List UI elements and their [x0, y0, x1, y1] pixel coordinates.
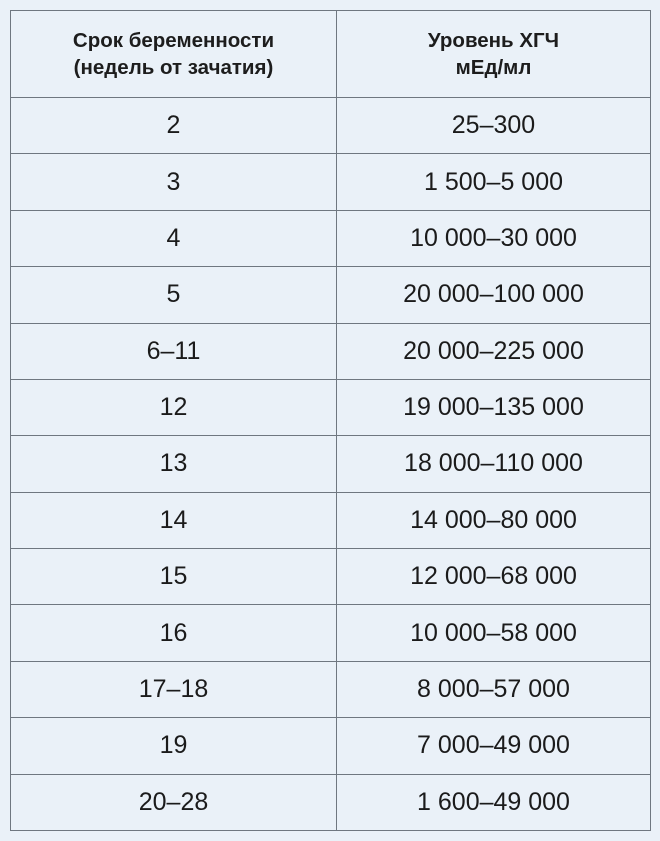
- header-level: [337, 11, 651, 98]
- table-row: [11, 492, 651, 548]
- cell-hcg: 25–300: [337, 98, 651, 154]
- hcg-table-container: [10, 10, 650, 831]
- header-row: [11, 11, 651, 98]
- cell-weeks: 6–11: [11, 323, 337, 379]
- cell-hcg: 8 000–57 000: [337, 661, 651, 717]
- cell-hcg: 18 000–110 000: [337, 436, 651, 492]
- cell-weeks: 5: [11, 267, 337, 323]
- cell-hcg: 10 000–30 000: [337, 210, 651, 266]
- cell-weeks: 3: [11, 154, 337, 210]
- cell-weeks: 4: [11, 210, 337, 266]
- table-body: [11, 98, 651, 831]
- cell-weeks: 20–28: [11, 774, 337, 831]
- cell-hcg: 10 000–58 000: [337, 605, 651, 661]
- header-term-line-2: (недель от зачатия): [73, 56, 274, 79]
- cell-weeks: 13: [11, 436, 337, 492]
- table-row: [11, 98, 651, 154]
- header-level-line-1: Уровень ХГЧ: [427, 29, 560, 52]
- cell-weeks: 19: [11, 718, 337, 774]
- cell-hcg: 7 000–49 000: [337, 718, 651, 774]
- cell-weeks: 2: [11, 98, 337, 154]
- cell-hcg: 14 000–80 000: [337, 492, 651, 548]
- table-row: [11, 436, 651, 492]
- cell-hcg: 19 000–135 000: [337, 379, 651, 435]
- cell-weeks: 12: [11, 379, 337, 435]
- header-term: [11, 11, 337, 98]
- table-row: [11, 154, 651, 210]
- header-term-line-1: Срок беременности: [72, 29, 275, 52]
- header-level-line-2: мЕд/мл: [455, 56, 532, 79]
- cell-hcg: 1 600–49 000: [337, 774, 651, 831]
- cell-hcg: 20 000–100 000: [337, 267, 651, 323]
- cell-weeks: 16: [11, 605, 337, 661]
- table-row: [11, 661, 651, 717]
- table-header: [11, 11, 651, 98]
- cell-hcg: 1 500–5 000: [337, 154, 651, 210]
- table-row: [11, 549, 651, 605]
- table-row: [11, 605, 651, 661]
- cell-weeks: 17–18: [11, 661, 337, 717]
- table-row: [11, 323, 651, 379]
- hcg-levels-table: [10, 10, 651, 831]
- cell-hcg: 12 000–68 000: [337, 549, 651, 605]
- table-row: [11, 210, 651, 266]
- cell-weeks: 14: [11, 492, 337, 548]
- cell-hcg: 20 000–225 000: [337, 323, 651, 379]
- table-row: [11, 379, 651, 435]
- table-row: [11, 718, 651, 774]
- cell-weeks: 15: [11, 549, 337, 605]
- table-row: [11, 267, 651, 323]
- table-row: [11, 774, 651, 831]
